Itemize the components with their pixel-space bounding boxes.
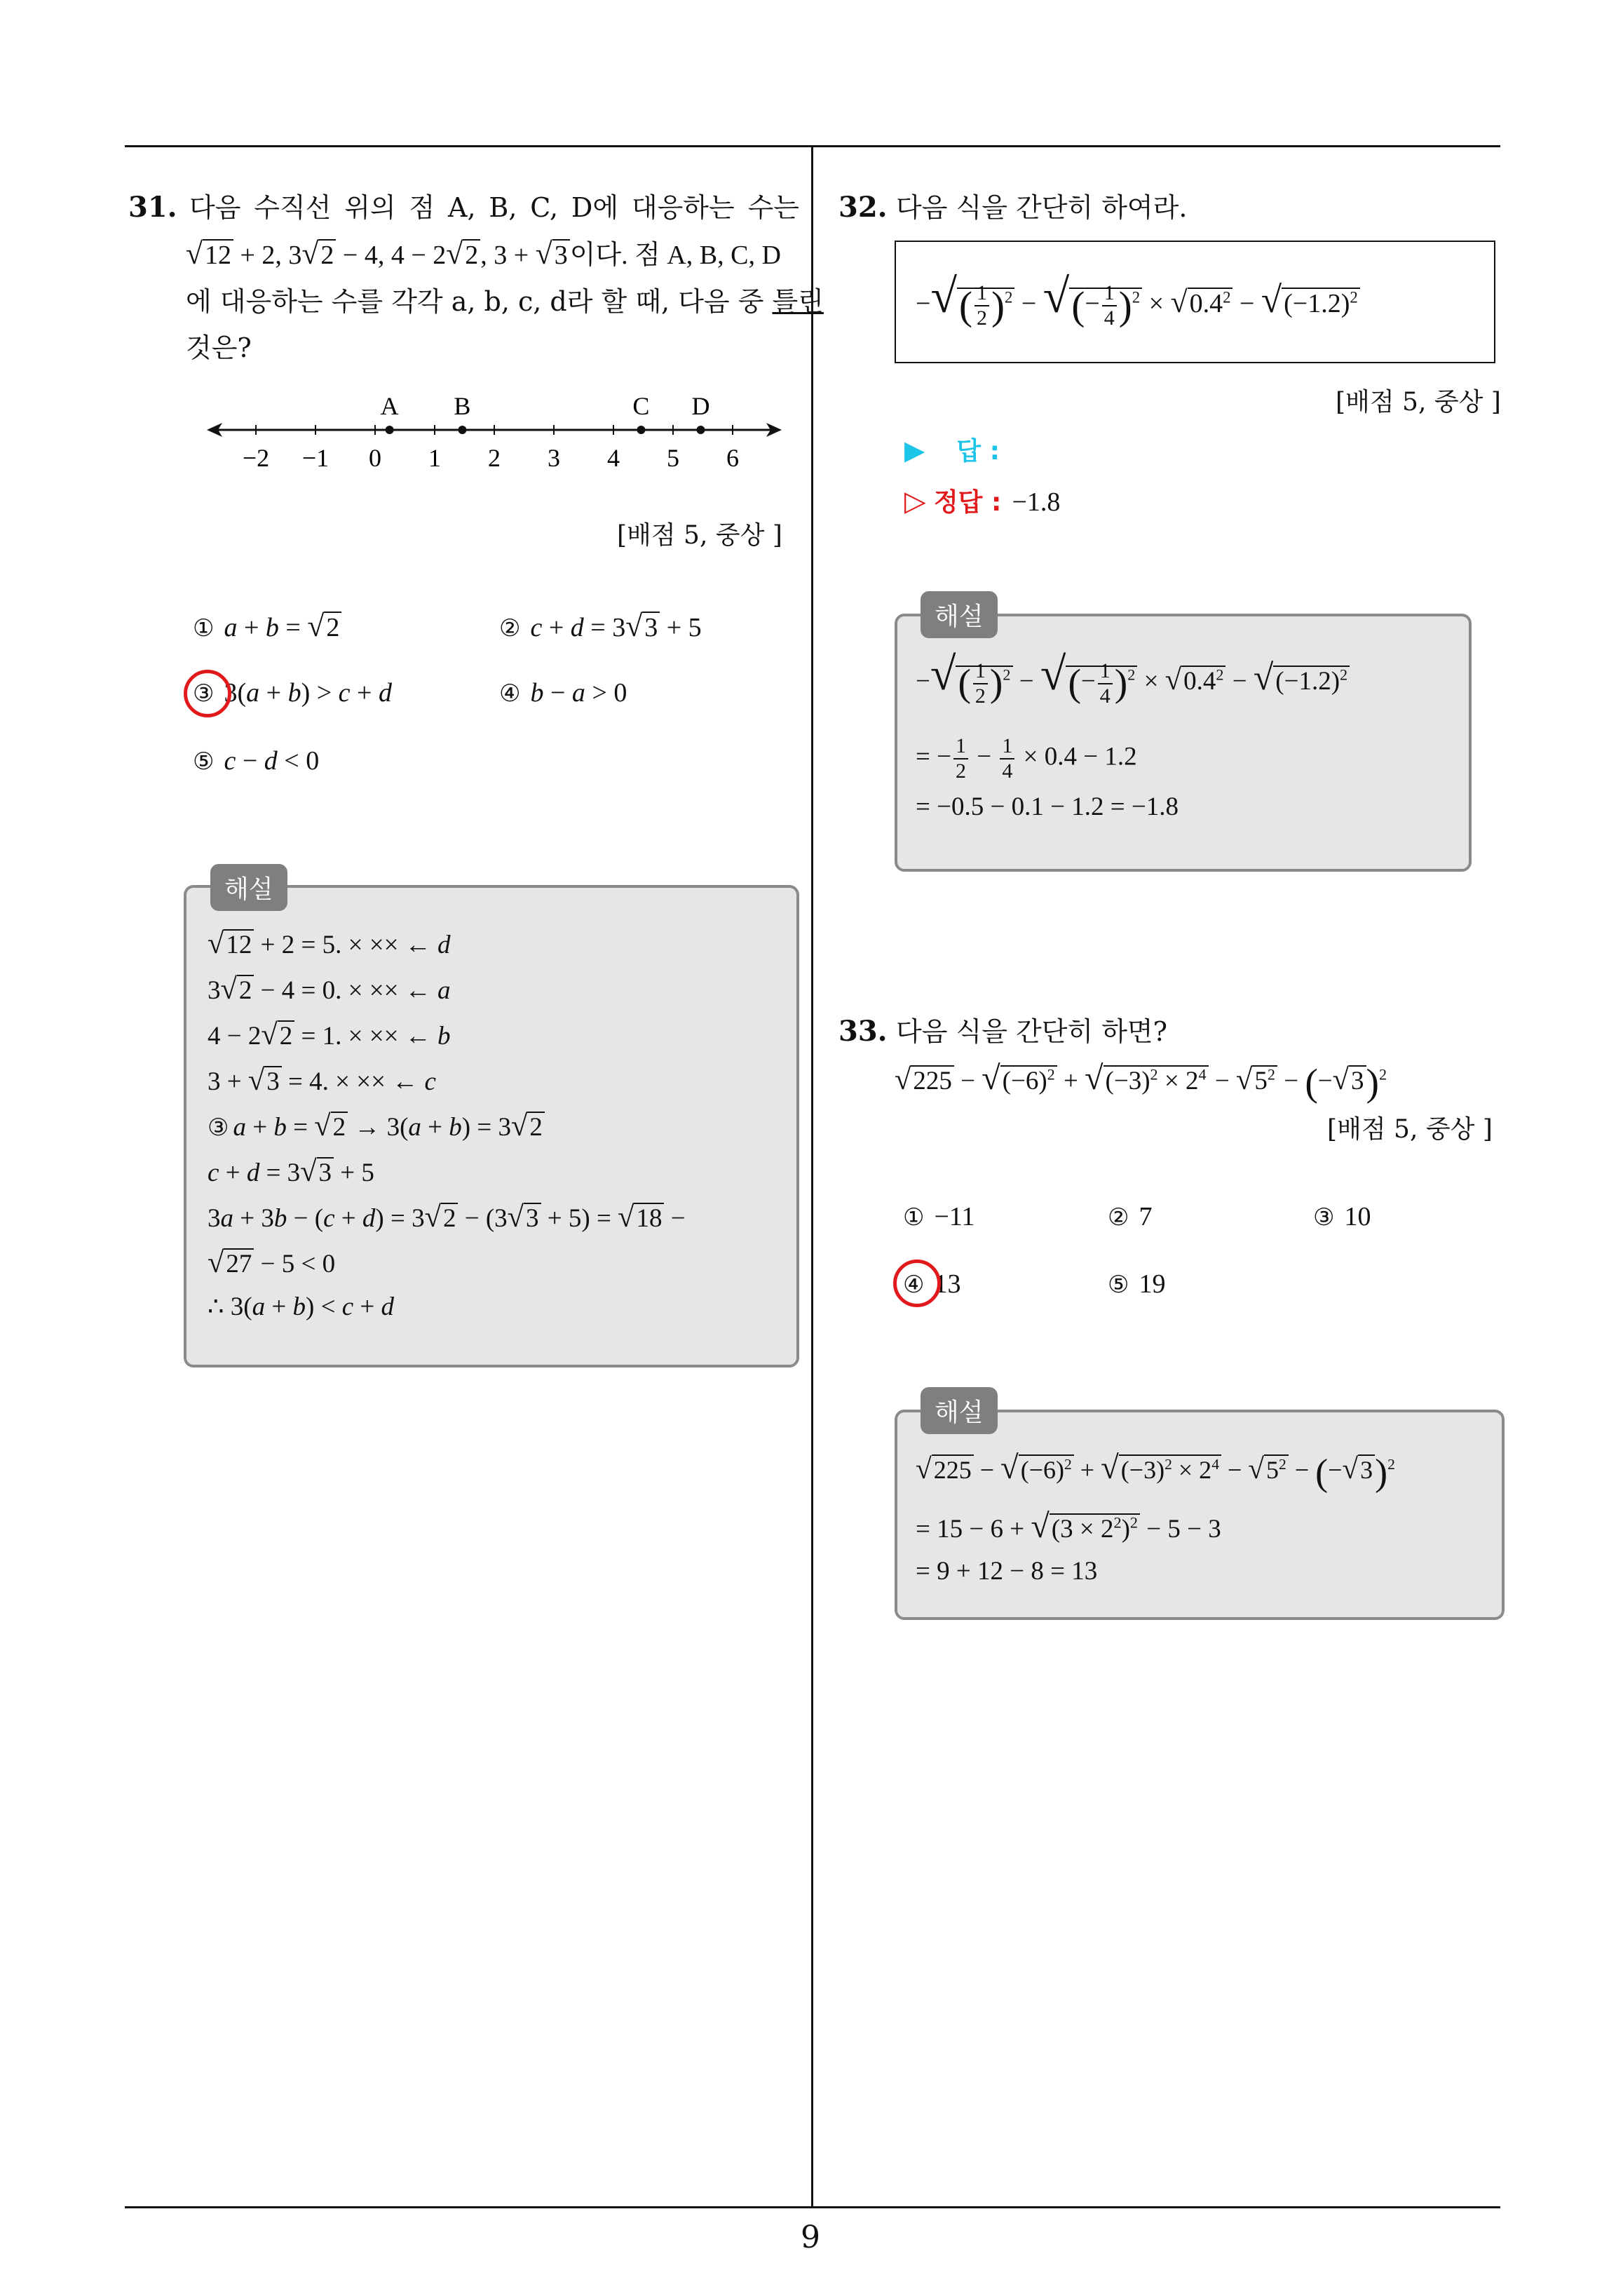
q31-choice-2-mark: ② xyxy=(499,614,521,642)
q31-score: [배점 5, 중상 ] xyxy=(617,521,782,550)
q31-underlined-word: 틀린 xyxy=(772,286,824,317)
q32-correct-value: −1.8 xyxy=(1012,487,1061,517)
q33-choice-3-value: 10 xyxy=(1344,1202,1371,1231)
q31-expl-line8: √27 − 5 < 0 xyxy=(208,1246,336,1279)
q33-answer-circle xyxy=(893,1260,941,1307)
number-line-tick-label: 6 xyxy=(726,444,739,472)
q31-expl-line7: 3a + 3b − (c + d) = 3√2 − (3√3 + 5) = √18 − xyxy=(208,1201,686,1234)
number-line-tick-label: −2 xyxy=(242,444,270,472)
q33-choice-5-value: 19 xyxy=(1139,1269,1166,1299)
q33-choice-2-value: 7 xyxy=(1139,1202,1153,1231)
number-line-point-d xyxy=(696,426,705,434)
q33-choice-2[interactable] xyxy=(1108,1201,1152,1232)
q31-text-line3 xyxy=(186,278,824,325)
q31-answer-circle xyxy=(184,670,231,717)
q31-text-line2-tail: 이다. 점 A, B, C, D xyxy=(569,241,781,270)
q33-expl-line2: = $15 - 6 + √(3 \times 2^2)^2 - 5 - 3$ xyxy=(916,1508,1221,1545)
q33-choice-5[interactable] xyxy=(1108,1268,1165,1299)
q31-choice-4-mark: ④ xyxy=(499,680,521,708)
q31-explanation-panel xyxy=(184,885,799,1368)
q31-expl-line5: ③ a + b = √2 → 3(a + b) = 3√2 xyxy=(208,1109,545,1143)
q32-expl-line1: −√( $\frac{1}{2}$ )$^2$ − √(− $\frac{1}{4}$ )$^2 \times √0.4^2 - √(-1.2)^2$ xyxy=(916,648,1350,707)
number-line-point-label: C xyxy=(632,392,650,420)
bottom-rule xyxy=(125,2206,1500,2208)
q33-choice-1-mark: ① xyxy=(903,1203,925,1231)
q32-answer-label: 답 : xyxy=(956,437,1000,466)
q32-expression: −√( $\frac{1}{2}$ )$^2$ − √(− $\frac{1}{4}$ )$^2 \times √0.4^2 - √(-1.2)^2$ xyxy=(916,269,1360,329)
number-line-tick-label: 0 xyxy=(369,444,381,472)
q31-choice-3-mark: ③ xyxy=(193,680,215,708)
q33-choice-4-mark: ④ xyxy=(903,1271,925,1299)
q32-explanation-panel xyxy=(895,614,1472,872)
number-line-point-label: B xyxy=(454,392,471,420)
q31-text-line2: √12 + 2, 3√2 − 4, 4 − 2√2, 3 + √3이다. 점 A, B, C, D xyxy=(186,237,781,271)
q32-number: 32. xyxy=(838,191,888,224)
q33-expl-line1: $√225 - √(-6)^2 + √(-3)^2 \times 2^4 - √5^2 - (-√3)^2$ xyxy=(916,1450,1395,1494)
q31-text-line1: 다음 수직선 위의 점 A, B, C, D에 대응하는 수는 xyxy=(189,192,799,223)
q32-explanation-tag: 해설 xyxy=(921,591,998,638)
q31-expl-line1: √12 + 2 = 5. × ×× ← d xyxy=(208,927,451,960)
q32-answer-arrow-icon: ▶ xyxy=(904,435,925,466)
q33-choice-1[interactable] xyxy=(903,1201,975,1232)
number-line-tick-label: 2 xyxy=(488,444,501,472)
q33-choice-4-value: 13 xyxy=(934,1269,961,1299)
q32-correct-arrow-icon: ▷ xyxy=(904,485,926,518)
q31-expl-line2: 3√2 − 4 = 0. × ×× ← a xyxy=(208,973,451,1006)
page-number: 9 xyxy=(801,2220,820,2255)
q32-expl-line2: = − $\frac{1}{2}$ − $\frac{1}{4}$ × 0.4 − 1.2 xyxy=(916,734,1137,783)
q32-correct-label: 정답 : xyxy=(933,488,1002,517)
q31-expl-line4: 3 + √3 = 4. × ×× ← c xyxy=(208,1064,436,1097)
q32-expression-box xyxy=(895,241,1495,363)
q33-number: 33. xyxy=(838,1015,888,1048)
q31-choice-1[interactable]: ① a + b = √2 xyxy=(193,609,341,644)
q31-line3-text: 에 대응하는 수를 각각 a, b, c, d라 할 때, 다음 중 xyxy=(186,286,764,317)
q31-choice-5-mark: ⑤ xyxy=(193,748,215,776)
q31-expl-line3: 4 − 2√2 = 1. × ×× ← b xyxy=(208,1018,451,1051)
number-line-point-label: A xyxy=(380,392,399,420)
number-line-point-c xyxy=(637,426,645,434)
number-line-tick-label: 3 xyxy=(548,444,560,472)
q33-choice-3[interactable] xyxy=(1313,1201,1371,1232)
number-line-points xyxy=(381,392,710,434)
q33-explanation-panel xyxy=(895,1410,1505,1620)
q31-expl-line9: ∴ 3(a + b) < c + d xyxy=(208,1292,395,1321)
number-line xyxy=(207,382,782,480)
q33-expression: $√225 - √(-6)^2 + √(-3)^2 \times 2^4 - √5^2 - (-√3)^2$ xyxy=(895,1060,1387,1105)
q31-number: 31. xyxy=(128,191,177,224)
q32-text: 다음 식을 간단히 하여라. xyxy=(896,192,1188,223)
number-line-point-label: D xyxy=(691,392,710,420)
q33-choice-5-mark: ⑤ xyxy=(1108,1271,1129,1299)
column-divider xyxy=(811,145,813,2207)
q33-choice-2-mark: ② xyxy=(1108,1203,1129,1231)
number-line-point-a xyxy=(386,426,394,434)
q31-choice-5[interactable]: ⑤ c − d < 0 xyxy=(193,746,320,776)
q31-choice-1-mark: ① xyxy=(193,614,215,642)
number-line-point-b xyxy=(458,426,466,434)
number-line-tick-label: 1 xyxy=(428,444,441,472)
q33-score: [배점 5, 중상 ] xyxy=(1327,1115,1493,1144)
q33-choice-3-mark: ③ xyxy=(1313,1203,1335,1231)
q32-expl-line3: = −0.5 − 0.1 − 1.2 = −1.8 xyxy=(916,792,1179,821)
q33-expl-line3: = 9 + 12 − 8 = 13 xyxy=(916,1557,1098,1586)
q33-choice-1-value: −11 xyxy=(934,1202,975,1231)
q31-expl-line6: c + d = 3√3 + 5 xyxy=(208,1155,374,1188)
q33-explanation-tag: 해설 xyxy=(921,1387,998,1434)
number-line-ticks xyxy=(243,425,739,472)
q32-correct-row xyxy=(904,482,1060,518)
q31-choice-2[interactable]: ② c + d = 3√3 + 5 xyxy=(499,609,702,643)
number-line-tick-label: −1 xyxy=(301,444,330,472)
q33-text: 다음 식을 간단히 하면? xyxy=(896,1016,1167,1047)
q31-choice-4[interactable]: ④ b − a > 0 xyxy=(499,678,627,708)
q31-text-line4: 것은? xyxy=(186,332,252,363)
q32-score: [배점 5, 중상 ] xyxy=(1336,388,1501,417)
q32-answer-row xyxy=(904,431,1000,467)
number-line-tick-label: 5 xyxy=(667,444,679,472)
number-line-tick-label: 4 xyxy=(607,444,620,472)
q31-explanation-tag: 해설 xyxy=(210,864,287,911)
q31-choice-3[interactable]: ③ 3(a + b) > c + d xyxy=(193,678,392,708)
